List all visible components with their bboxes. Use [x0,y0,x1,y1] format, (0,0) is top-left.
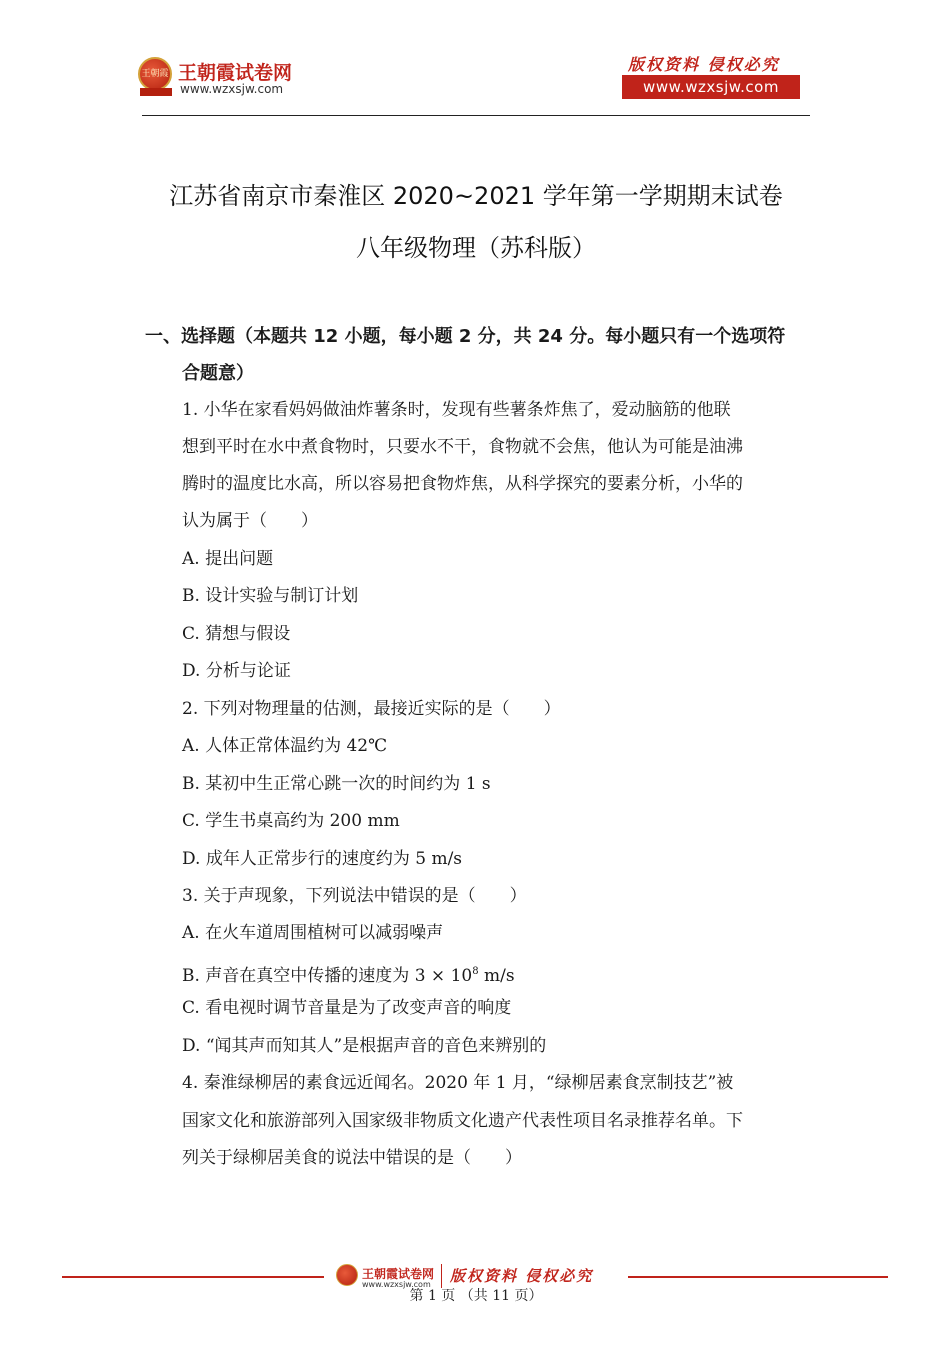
q3-option-b-unit: m/s [478,966,515,986]
q3-option-a: A. 在火车道周围植树可以减弱噪声 [182,923,444,943]
q3-option-b-text: B. 声音在真空中传播的速度为 3 × 10 [182,966,473,986]
q2-option-b: B. 某初中生正常心跳一次的时间约为 1 s [182,774,491,794]
q1-stem-line: 认为属于（ ） [182,511,318,531]
q4-stem-line: 列关于绿柳居美食的说法中错误的是（ ） [182,1148,522,1168]
brand-name: 王朝霞试卷网 [178,62,293,84]
brand-url: www.wzxsjw.com [180,82,284,96]
q3-option-d: D. “闻其声而知其人”是根据声音的音色来辨别的 [182,1036,547,1056]
footer-rule-left [62,1276,324,1278]
q1-stem-line: 想到平时在水中煮食物时，只要水不干，食物就不会焦，他认为可能是油沸 [182,437,743,457]
footer-rule-right [628,1276,888,1278]
section-heading-cont: 合题意） [182,363,254,384]
q3-option-b [182,953,515,995]
q4-stem-line: 国家文化和旅游部列入国家级非物质文化遗产代表性项目名录推荐名单。下 [182,1111,743,1131]
section-heading: 一、选择题（本题共 12 小题，每小题 2 分，共 24 分。每小题只有一个选项符 [145,326,786,347]
q2-stem: 2. 下列对物理量的估测，最接近实际的是（ ） [182,699,561,719]
website-banner: www.wzxsjw.com [622,75,800,99]
q3-option-c: C. 看电视时调节音量是为了改变声音的响度 [182,998,512,1018]
q1-option-a: A. 提出问题 [182,549,274,569]
q3-option-b-exponent: 8 [472,966,479,977]
q2-option-a: A. 人体正常体温约为 42℃ [182,736,388,756]
brand-logo-seal: 王朝霞 [138,57,172,91]
page-number: 第 1 页 （共 11 页） [409,1288,543,1304]
copyright-notice: 版权资料 侵权必究 [628,55,780,74]
header-divider [142,115,810,116]
q1-stem-line: 腾时的温度比水高，所以容易把食物炸焦，从科学探究的要素分析，小华的 [182,474,743,494]
q2-option-c: C. 学生书桌高约为 200 mm [182,811,400,831]
q1-option-b: B. 设计实验与制订计划 [182,586,359,606]
footer-copyright-notice: 版权资料 侵权必究 [450,1267,594,1285]
exam-subtitle: 八年级物理（苏科版） [356,234,596,262]
q2-option-d: D. 成年人正常步行的速度约为 5 m/s [182,849,463,869]
footer-brand-url: www.wzxsjw.com [362,1280,431,1289]
brand-logo-ribbon [140,88,172,96]
footer-logo-seal [336,1264,358,1286]
q1-option-c: C. 猜想与假设 [182,624,291,644]
exam-title: 江苏省南京市秦淮区 2020~2021 学年第一学期期末试卷 [169,182,783,210]
q1-option-d: D. 分析与论证 [182,661,291,681]
q3-stem: 3. 关于声现象，下列说法中错误的是（ ） [182,886,527,906]
footer-brand-name: 王朝霞试卷网 [362,1267,435,1281]
q1-stem-line: 1. 小华在家看妈妈做油炸薯条时，发现有些薯条炸焦了，爱动脑筋的他联 [182,400,731,420]
q4-stem-line: 4. 秦淮绿柳居的素食远近闻名。2020 年 1 月，“绿柳居素食烹制技艺”被 [182,1073,734,1093]
